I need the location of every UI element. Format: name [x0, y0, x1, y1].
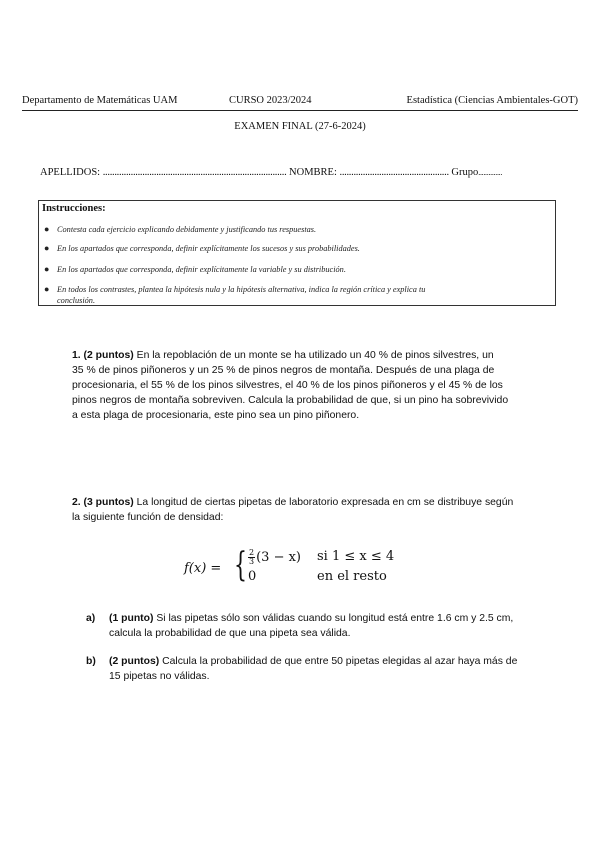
name-field[interactable]: ............................................... [339, 167, 449, 178]
bullet-icon: ● [44, 284, 50, 294]
group-field[interactable]: .............. [478, 168, 503, 177]
subquestion-body: (2 puntos) Calcula la probabilidad de que entre 50 pipetas elegidas al azar haya más de 15 pipetas no válidas. [109, 656, 518, 682]
problem-1-line: procesionaria, el 55 % de los pinos silvestres, el 40 % de los pinos piñoneros y el 45 % de los [72, 380, 503, 391]
subquestion-points: (2 puntos) [109, 656, 160, 667]
problem-1-line: 1. (2 puntos) En la repoblación de un monte se ha utilizado un 40 % de pinos silvestres, un [72, 350, 494, 361]
problem-1 [72, 348, 532, 423]
formula-case-1: $\frac{2}{3}$ (3 − x) [249, 548, 301, 566]
formula-lhs: f(x) = [184, 561, 222, 576]
problem-1-line: a esta plaga de procesionaria, este pino sea un pino piñonero. [72, 410, 360, 421]
instruction-item: ● En los apartados que corresponda, definir explícitamente la variable y su distribución. [44, 264, 346, 274]
instruction-item: ● Contesta cada ejercicio explicando debidamente y justificando tus respuestas. [44, 224, 317, 234]
problem-2-label: 2. (3 puntos) [72, 497, 134, 508]
problem-2-line: la siguiente función de densidad: [72, 512, 224, 523]
problem-1-line: pinos negros de montaña sobreviven. Calcula la probabilidad de que, si un pino ha sobrevivido [72, 395, 509, 406]
instruction-item-continuation: conclusión. [57, 296, 96, 305]
surname-field[interactable]: ............................................................................... [102, 167, 287, 178]
bullet-icon: ● [44, 243, 50, 253]
left-brace-icon: { [234, 545, 247, 585]
subquestion-points: (1 punto) [109, 613, 154, 624]
fraction: $\frac{2}{3}$ [249, 548, 255, 566]
subquestion-letter: a) [86, 613, 96, 624]
formula-condition-2: en el resto [317, 569, 387, 584]
student-fields [40, 167, 502, 178]
name-label: NOMBRE: [289, 167, 337, 178]
subquestion-body: (1 punto) Si las pipetas sólo son válidas cuando su longitud está entre 1.6 cm y 2.5 cm, calcula la probabilidad de que una pipeta sea válida. [109, 613, 514, 639]
bullet-icon: ● [44, 224, 50, 234]
exam-title: EXAMEN FINAL (27-6-2024) [234, 121, 366, 132]
surname-label: APELLIDOS: [40, 167, 101, 178]
group-label: Grupo [451, 167, 479, 178]
problem-2 [72, 495, 532, 525]
instruction-item: ● En todos los contrastes, plantea la hipótesis nula y la hipótesis alternativa, indica la región crítica y explica tu [44, 284, 426, 294]
formula-condition-1: si 1 ≤ x ≤ 4 [317, 549, 395, 564]
bullet-icon: ● [44, 264, 50, 274]
problem-1-line: 35 % de pinos piñoneros y un 25 % de pinos negros de montaña. Después de una plaga de [72, 365, 495, 376]
instructions-title: Instrucciones: [42, 203, 106, 214]
problem-2-line: 2. (3 puntos) La longitud de ciertas pipetas de laboratorio expresada en cm se distribuye según [72, 497, 514, 508]
course-label: CURSO 2023/2024 [229, 95, 312, 106]
instructions-box [38, 200, 556, 306]
subquestion-letter: b) [86, 656, 96, 667]
header-divider [22, 110, 578, 111]
problem-1-label: 1. (2 puntos) [72, 350, 134, 361]
department-label: Departamento de Matemáticas UAM [22, 95, 178, 106]
instruction-item: ● En los apartados que corresponda, definir explícitamente los sucesos y sus probabilidades. [44, 243, 360, 253]
formula-case-2: 0 [248, 569, 257, 584]
subject-label: Estadística (Ciencias Ambientales-GOT) [406, 95, 578, 106]
